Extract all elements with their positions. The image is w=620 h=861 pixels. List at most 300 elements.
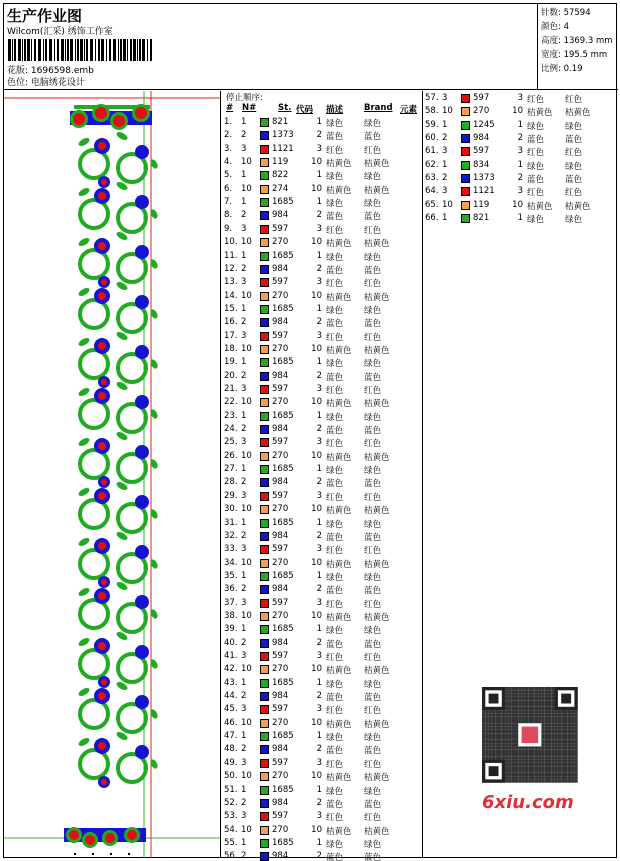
row-code: 3 (316, 437, 322, 448)
row-index: 52. (224, 797, 238, 808)
color-swatch (260, 305, 269, 314)
row-needle: 10 (241, 183, 252, 194)
row-code: 2 (316, 317, 322, 328)
row-index: 66. (425, 213, 439, 224)
row-code: 2 (316, 263, 322, 274)
col-element: 元素 (400, 105, 418, 115)
row-stitches: 1685 (272, 731, 294, 742)
row-stitches: 822 (272, 170, 289, 181)
color-swatch (260, 465, 269, 474)
production-sheet (3, 3, 617, 861)
row-needle: 1 (241, 197, 247, 208)
row-code: 10 (311, 183, 322, 194)
row-needle: 1 (241, 731, 247, 742)
row-brand: 蓝色 (364, 639, 382, 650)
row-stitches: 984 (272, 744, 289, 755)
row-needle: 2 (241, 744, 247, 755)
color-swatch (260, 492, 269, 501)
row-needle: 10 (241, 664, 252, 675)
row-needle: 3 (241, 143, 247, 154)
row-needle: 3 (241, 757, 247, 768)
row-code: 3 (316, 704, 322, 715)
color-swatch (260, 732, 269, 741)
row-code: 2 (316, 744, 322, 755)
row-code: 1 (316, 517, 322, 528)
row-code: 1 (316, 410, 322, 421)
page-title: 生产作业图 (7, 7, 83, 25)
table-row (222, 811, 418, 824)
row-brand: 绿色 (364, 172, 382, 183)
row-description: 蓝色 (326, 693, 344, 704)
table-row (222, 224, 418, 237)
row-description: 蓝色 (326, 319, 344, 330)
row-needle: 10 (241, 717, 252, 728)
color-swatch (461, 107, 470, 116)
color-swatch (260, 665, 269, 674)
row-code: 3 (316, 143, 322, 154)
row-description: 蓝色 (326, 639, 344, 650)
row-stitches: 270 (272, 610, 289, 621)
color-swatch (260, 372, 269, 381)
stop-sequence-label: 停止顺序: (226, 93, 263, 103)
row-code: 1 (316, 117, 322, 127)
color-swatch (260, 198, 269, 207)
table-row (222, 758, 418, 771)
row-brand: 蓝色 (364, 132, 382, 143)
row-stitches: 1685 (272, 464, 294, 475)
row-index: 11. (224, 250, 238, 261)
row-needle: 1 (241, 464, 247, 475)
color-swatch (260, 158, 269, 167)
row-description: 桔黄色 (326, 452, 352, 463)
row-description: 绿色 (326, 679, 344, 690)
row-needle: 1 (241, 303, 247, 314)
row-stitches: 984 (272, 317, 289, 328)
row-needle: 2 (442, 173, 448, 184)
row-code: 3 (517, 186, 523, 197)
col-code: 代码 (296, 105, 314, 115)
row-stitches: 597 (272, 277, 289, 288)
table-row (222, 664, 418, 677)
row-index: 25. (224, 437, 238, 448)
table-row (222, 411, 418, 424)
row-description: 绿色 (326, 519, 344, 530)
row-brand: 蓝色 (565, 135, 583, 146)
row-needle: 2 (241, 370, 247, 381)
table-row (222, 170, 418, 183)
row-stitches: 834 (473, 159, 490, 170)
color-swatch (260, 585, 269, 594)
row-index: 65. (425, 199, 439, 210)
row-brand: 绿色 (364, 839, 382, 850)
row-description: 绿色 (326, 252, 344, 263)
row-description: 绿色 (326, 786, 344, 797)
row-description: 红色 (527, 188, 545, 199)
row-description: 桔黄色 (326, 826, 352, 837)
color-swatch (260, 745, 269, 754)
table-row (222, 718, 418, 731)
row-brand: 蓝色 (364, 319, 382, 330)
row-brand: 桔黄色 (364, 719, 390, 730)
row-stitches: 1373 (272, 130, 294, 141)
row-code: 10 (311, 717, 322, 728)
table-row (222, 344, 418, 357)
row-code: 3 (316, 277, 322, 288)
row-brand: 蓝色 (364, 853, 382, 861)
row-index: 47. (224, 731, 238, 742)
row-needle: 2 (241, 263, 247, 274)
row-stitches: 1685 (272, 624, 294, 635)
color-swatch (260, 425, 269, 434)
row-brand: 桔黄色 (565, 201, 591, 212)
row-description: 红色 (326, 386, 344, 396)
row-brand: 红色 (364, 279, 382, 290)
row-stitches: 1685 (272, 517, 294, 528)
row-description: 绿色 (326, 572, 344, 583)
row-index: 5. (224, 170, 233, 181)
row-description: 红色 (326, 653, 344, 663)
row-code: 10 (311, 504, 322, 515)
row-needle: 3 (241, 490, 247, 501)
row-brand: 红色 (364, 439, 382, 450)
row-index: 28. (224, 477, 238, 488)
row-brand: 绿色 (364, 519, 382, 530)
row-stitches: 1685 (272, 570, 294, 581)
table-row (222, 544, 418, 557)
row-description: 桔黄色 (326, 666, 352, 677)
color-swatch (260, 759, 269, 768)
row-index: 51. (224, 784, 238, 795)
row-needle: 10 (442, 199, 453, 210)
row-brand: 红色 (364, 759, 382, 770)
row-needle: 3 (241, 704, 247, 715)
row-needle: 3 (241, 330, 247, 341)
table-row (222, 251, 418, 264)
col-index: # (226, 103, 234, 113)
row-needle: 1 (442, 213, 448, 224)
row-needle: 1 (241, 517, 247, 528)
row-code: 1 (316, 357, 322, 368)
row-code: 2 (316, 424, 322, 435)
row-stitches: 984 (272, 530, 289, 541)
row-index: 38. (224, 610, 238, 621)
row-description: 蓝色 (326, 212, 344, 223)
row-needle: 2 (241, 637, 247, 648)
row-needle: 3 (241, 544, 247, 555)
row-description: 绿色 (326, 466, 344, 477)
row-code: 2 (316, 477, 322, 488)
table-row (222, 624, 418, 637)
row-brand: 绿色 (364, 359, 382, 370)
table-row (222, 638, 418, 651)
row-stitches: 1685 (272, 410, 294, 421)
row-description: 桔黄色 (326, 612, 352, 623)
row-needle: 10 (241, 237, 252, 248)
row-needle: 3 (241, 811, 247, 822)
table-row (222, 291, 418, 304)
row-index: 46. (224, 717, 238, 728)
row-index: 59. (425, 119, 439, 130)
table-row (423, 120, 619, 133)
table-row (222, 678, 418, 691)
row-code: 2 (517, 133, 523, 144)
row-needle: 1 (241, 570, 247, 581)
row-description: 蓝色 (326, 479, 344, 490)
row-code: 2 (316, 530, 322, 541)
table-row (222, 771, 418, 784)
col-needle: N# (242, 103, 257, 113)
row-stitches: 821 (473, 213, 490, 224)
row-brand: 桔黄色 (364, 666, 390, 677)
row-code: 3 (316, 597, 322, 608)
color-swatch (461, 174, 470, 183)
row-index: 42. (224, 664, 238, 675)
row-code: 2 (316, 851, 322, 861)
row-description: 蓝色 (326, 132, 344, 143)
row-index: 15. (224, 303, 238, 314)
row-code: 3 (316, 490, 322, 501)
row-stitches: 270 (272, 290, 289, 301)
color-swatch (260, 839, 269, 848)
table-row (222, 558, 418, 571)
row-index: 21. (224, 384, 238, 394)
table-row (222, 598, 418, 611)
row-index: 19. (224, 357, 238, 368)
color-swatch (260, 505, 269, 514)
color-swatch (260, 692, 269, 701)
row-brand: 红色 (364, 386, 382, 396)
design-preview (4, 91, 221, 858)
row-code: 1 (316, 784, 322, 795)
table-row (222, 264, 418, 277)
row-index: 1. (224, 117, 233, 127)
row-index: 58. (425, 106, 439, 117)
row-description: 绿色 (326, 626, 344, 637)
row-brand: 绿色 (364, 572, 382, 583)
color-swatch (260, 452, 269, 461)
row-index: 12. (224, 263, 238, 274)
row-description: 红色 (326, 546, 344, 557)
row-code: 10 (512, 199, 523, 210)
row-code: 3 (517, 146, 523, 157)
row-code: 1 (316, 837, 322, 848)
row-description: 桔黄色 (326, 185, 352, 196)
row-description: 绿色 (326, 199, 344, 210)
row-code: 10 (311, 557, 322, 568)
barcode-icon (8, 39, 154, 61)
row-brand: 桔黄色 (364, 773, 390, 784)
row-stitches: 119 (473, 199, 490, 210)
row-description: 桔黄色 (326, 239, 352, 250)
row-stitches: 270 (272, 504, 289, 515)
row-needle: 2 (241, 477, 247, 488)
row-needle: 10 (241, 343, 252, 354)
row-brand: 蓝色 (364, 693, 382, 704)
color-swatch (260, 332, 269, 341)
row-stitches: 270 (272, 664, 289, 675)
row-stitches: 597 (272, 811, 289, 822)
row-stitches: 597 (272, 437, 289, 448)
table-row (423, 133, 619, 146)
color-swatch (260, 265, 269, 274)
table-row (222, 117, 418, 130)
row-brand: 桔黄色 (364, 185, 390, 196)
row-code: 10 (311, 664, 322, 675)
row-brand: 红色 (364, 706, 382, 717)
row-index: 17. (224, 330, 238, 341)
embroidery-design-icon (4, 91, 221, 858)
table-row (423, 186, 619, 199)
table-row (222, 731, 418, 744)
row-index: 16. (224, 317, 238, 328)
row-description: 蓝色 (326, 799, 344, 810)
row-brand: 桔黄色 (565, 108, 591, 119)
row-brand: 蓝色 (364, 532, 382, 543)
table-row (222, 317, 418, 330)
row-needle: 2 (241, 424, 247, 435)
color-swatch (260, 318, 269, 327)
row-needle: 2 (241, 797, 247, 808)
row-brand: 绿色 (565, 121, 583, 132)
row-index: 45. (224, 704, 238, 715)
row-code: 10 (311, 157, 322, 168)
row-needle: 10 (241, 450, 252, 461)
color-swatch (260, 131, 269, 140)
header (4, 4, 538, 90)
row-needle: 1 (241, 784, 247, 795)
row-index: 14. (224, 290, 238, 301)
row-code: 1 (316, 170, 322, 181)
row-description: 绿色 (326, 172, 344, 183)
row-stitches: 1121 (272, 143, 294, 154)
file-name: 花版: 1696598.emb (7, 66, 94, 76)
row-brand: 红色 (565, 95, 583, 105)
row-needle: 1 (241, 410, 247, 421)
stat-height: 高度: 1369.3 mm (541, 36, 613, 46)
color-swatch (461, 187, 470, 196)
color-swatch (260, 599, 269, 608)
table-row (423, 146, 619, 159)
row-stitches: 984 (272, 797, 289, 808)
table-row (222, 237, 418, 250)
row-index: 40. (224, 637, 238, 648)
row-index: 39. (224, 624, 238, 635)
table-row (222, 397, 418, 410)
row-brand: 绿色 (364, 679, 382, 690)
row-brand: 桔黄色 (364, 612, 390, 623)
row-needle: 1 (241, 117, 247, 127)
color-swatch (260, 238, 269, 247)
color-swatch (260, 185, 269, 194)
row-needle: 3 (442, 186, 448, 197)
table-row (222, 184, 418, 197)
row-code: 10 (311, 237, 322, 248)
row-stitches: 270 (272, 397, 289, 408)
row-brand: 桔黄色 (364, 399, 390, 410)
color-swatch (260, 812, 269, 821)
row-brand: 蓝色 (364, 212, 382, 223)
table-row (222, 157, 418, 170)
row-description: 红色 (326, 439, 344, 450)
row-stitches: 270 (272, 450, 289, 461)
row-index: 54. (224, 824, 238, 835)
table-row (222, 584, 418, 597)
row-description: 蓝色 (326, 372, 344, 383)
row-index: 36. (224, 584, 238, 595)
color-swatch (260, 345, 269, 354)
row-index: 56. (224, 851, 238, 861)
row-needle: 2 (241, 691, 247, 702)
row-stitches: 270 (272, 237, 289, 248)
row-brand: 绿色 (364, 199, 382, 210)
table-row (222, 451, 418, 464)
row-stitches: 1685 (272, 250, 294, 261)
table-row (222, 651, 418, 664)
row-needle: 2 (241, 851, 247, 861)
table-row (222, 130, 418, 143)
color-swatch (260, 252, 269, 261)
row-brand: 桔黄色 (364, 452, 390, 463)
row-index: 13. (224, 277, 238, 288)
row-stitches: 984 (272, 851, 289, 861)
row-description: 绿色 (326, 359, 344, 370)
row-code: 1 (316, 197, 322, 208)
row-stitches: 597 (272, 490, 289, 501)
row-needle: 10 (241, 824, 252, 835)
row-stitches: 984 (272, 370, 289, 381)
row-index: 63. (425, 173, 439, 184)
row-needle: 10 (241, 557, 252, 568)
col-description: 描述 (326, 105, 344, 115)
row-index: 27. (224, 464, 238, 475)
row-description: 绿色 (326, 412, 344, 423)
stat-width: 宽度: 195.5 mm (541, 50, 608, 60)
row-stitches: 1245 (473, 119, 495, 130)
row-index: 55. (224, 837, 238, 848)
row-stitches: 984 (272, 691, 289, 702)
row-description: 绿色 (326, 733, 344, 744)
table-row (222, 518, 418, 531)
stats-panel (538, 4, 618, 90)
row-code: 2 (316, 210, 322, 221)
row-brand: 绿色 (364, 733, 382, 744)
row-code: 2 (316, 637, 322, 648)
row-needle: 10 (241, 504, 252, 515)
row-code: 3 (316, 811, 322, 822)
color-swatch (260, 225, 269, 234)
row-stitches: 270 (272, 771, 289, 782)
color-swatch (260, 171, 269, 180)
color-swatch (260, 478, 269, 487)
row-description: 红色 (326, 279, 344, 290)
row-description: 绿色 (527, 161, 545, 172)
table-row (222, 704, 418, 717)
row-code: 1 (316, 677, 322, 688)
row-needle: 1 (241, 837, 247, 848)
row-needle: 10 (241, 397, 252, 408)
row-index: 20. (224, 370, 238, 381)
row-index: 10. (224, 237, 238, 248)
row-needle: 10 (442, 106, 453, 117)
table-row (423, 213, 619, 226)
row-stitches: 597 (473, 93, 490, 103)
row-description: 蓝色 (326, 586, 344, 597)
row-code: 3 (316, 544, 322, 555)
color-swatch (260, 559, 269, 568)
row-index: 61. (425, 146, 439, 157)
table-row (222, 210, 418, 223)
row-stitches: 1685 (272, 677, 294, 688)
